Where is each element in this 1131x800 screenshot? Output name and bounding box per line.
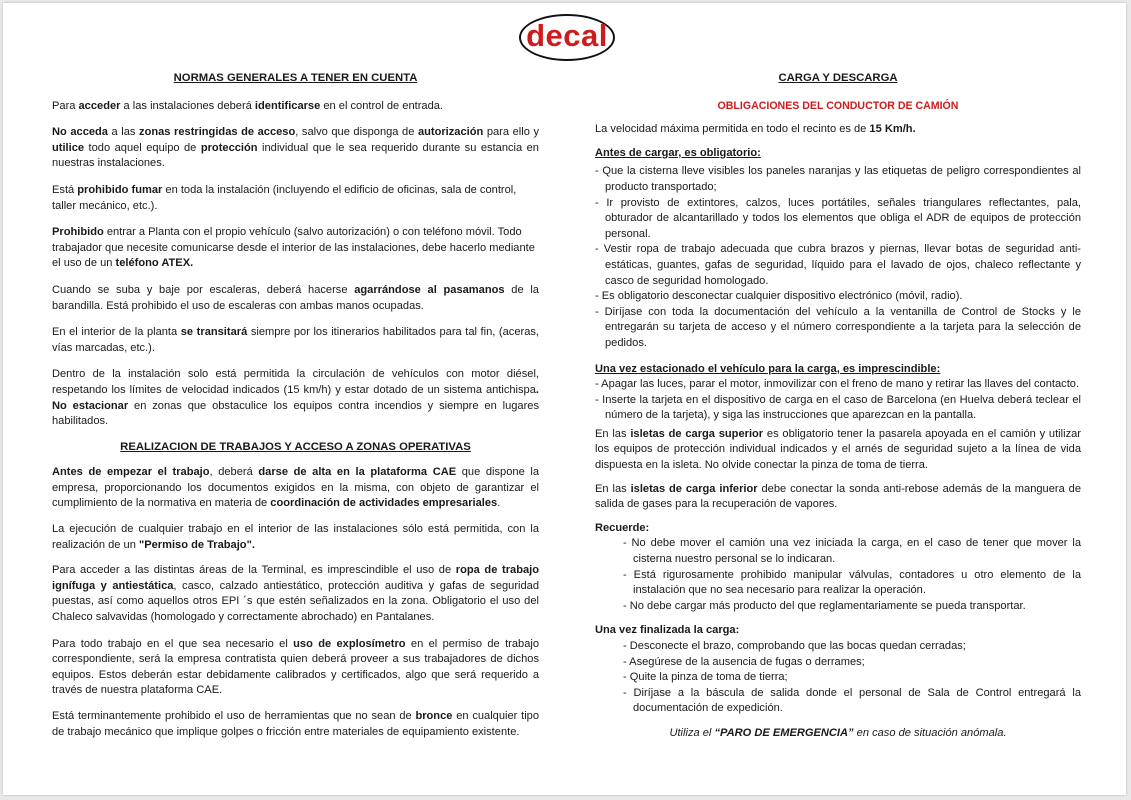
paragraph-access: Para acceder a las instalaciones deberá identificarse en el control de entrada.	[52, 99, 444, 112]
list-item: - No debe mover el camión una vez iniciada la carga, en el caso de tener que mover la cisterna nuestro personal se lo indicaran.	[623, 537, 1081, 566]
paragraph-upper-islands: En las isletas de carga superior es obligatorio tener la pasarela apoyada en el camión y utilizar los equipos de protección individual indicados y el arnés de seguridad sujeto a la línea de vida dispuesta en la isleta. No olvide conectar la pinza de toma de tierra.	[595, 427, 1081, 472]
list-item: - Asegúrese de la ausencia de fugas o derrames;	[623, 655, 865, 668]
left-title-2: REALIZACION DE TRABAJOS Y ACCESO A ZONAS OPERATIVAS	[120, 440, 471, 453]
parked-list	[595, 377, 1081, 424]
after-loading-title: Una vez finalizada la carga:	[595, 624, 740, 637]
right-title: CARGA Y DESCARGA	[778, 72, 898, 84]
list-item: - No debe cargar más producto del que reglamentariamente se pueda transportar.	[623, 599, 1026, 612]
paragraph-bronze-tools: Está terminantemente prohibido el uso de herramientas que no sean de bronce en cualquier tipo de trabajo mecánico que implique golpes o fricción entre materiales de equipamiento existente.	[52, 710, 539, 738]
right-subtitle: OBLIGACIONES DEL CONDUCTOR DE CAMIÓN	[717, 99, 959, 112]
paragraph-explosimeter: Para todo trabajo en el que sea necesario el uso de explosímetro en el permiso de trabajo correspondiente, será la empresa contratista quien deberá proveer a sus trabajadores de dichos equipos. Estos deberán estar debidamente calibrados y certificados, algo que será requerido a través de nuestra plataforma CAE.	[52, 637, 539, 697]
decal-logo	[519, 14, 615, 61]
after-loading-list	[595, 639, 1081, 717]
list-item: - Vestir ropa de trabajo adecuada que cubra brazos y piernas, llevar botas de seguridad anti-estáticas, guantes, gafas de seguridad, líquido para el lavado de ojos, chaleco reflectante y casco de seguridad homologado.	[595, 243, 1081, 287]
logo-text: decal	[526, 18, 608, 53]
paragraph-speed: La velocidad máxima permitida en todo el recinto es de 15 Km/h.	[595, 123, 916, 136]
list-item: - Que la cisterna lleve visibles los paneles naranjas y las etiquetas de peligro correspondientes al producto transportado;	[595, 165, 1081, 193]
list-item: - Quite la pinza de toma de tierra;	[623, 671, 788, 684]
parked-title: Una vez estacionado el vehículo para la carga, es imprescindible:	[595, 362, 941, 375]
list-item: - Apagar las luces, parar el motor, inmovilizar con el freno de mano y retirar las llaves del contacto.	[595, 378, 1080, 391]
paragraph-stairs: Cuando se suba y baje por escaleras, deberá hacerse agarrándose al pasamanos de la barandilla. Está prohibido el uso de escaleras con ambas manos ocupadas.	[52, 283, 539, 312]
list-item: - Desconecte el brazo, comprobando que las bocas quedan cerradas;	[623, 640, 966, 652]
paragraph-cae: Antes de empezar el trabajo, deberá darse de alta en la plataforma CAE que dispone la empresa, proporcionando los documentos exigidos en la misma, con objeto de garantizar el cumplimiento de la normativa en materia de coordinación de actividades empresariales.	[52, 466, 539, 510]
list-item: - Es obligatorio desconectar cualquier dispositivo electrónico (móvil, radio).	[595, 290, 963, 303]
paragraph-smoking: Está prohibido fumar en toda la instalación (incluyendo el edificio de oficinas, sala de control, taller mecánico, etc.).	[52, 183, 517, 212]
paragraph-walkways: En el interior de la planta se transitará siempre por los itinerarios habilitados para tal fin, (aceras, vías marcadas, etc.).	[52, 326, 540, 354]
before-loading-list	[595, 164, 1081, 351]
list-item: - Inserte la tarjeta en el dispositivo de carga en el caso de Barcelona (en Huelva deberá teclear el número de la tarjeta), y siga las instrucciones que aparezcan en la pantalla.	[595, 393, 1081, 422]
right-column	[595, 65, 1081, 742]
paragraph-work-permit: La ejecución de cualquier trabajo en el interior de las instalaciones sólo está permitida, con la realización de un "Permiso de Trabajo".	[52, 523, 539, 551]
list-item: - Diríjase a la báscula de salida donde el personal de Sala de Control entregará la documentación de expedición.	[623, 686, 1081, 715]
before-loading-title: Antes de cargar, es obligatorio:	[595, 146, 761, 159]
paragraph-ppe: Para acceder a las distintas áreas de la Terminal, es imprescindible el uso de ropa de trabajo ignífuga y antiestática, casco, calzado antiestático, protección auditiva y gafas de seguridad puestas, así como aquellos otros EPI ´s que estén señalizados en la zona. Obligatorio el uso del Chaleco salvavidas (homologado y correctamente abrochado) en Pantalanes.	[52, 564, 539, 624]
paragraph-restricted-zones: No acceda a las zonas restringidas de acceso, salvo que disponga de autorización para ello y utilice todo aquel equipo de protección individual que le sea requerido durante su estancia en nuestras instalaciones.	[52, 126, 539, 170]
paragraph-lower-islands: En las isletas de carga inferior debe conectar la sonda anti-rebose además de la manguera de salida de gases para la recuperación de vapores.	[595, 482, 1081, 511]
left-column	[52, 65, 539, 740]
left-title: NORMAS GENERALES A TENER EN CUENTA	[173, 72, 418, 84]
list-item: - Ir provisto de extintores, calzos, luces portátiles, señales triangulares reflectantes, pala, obturador de alcantarillado y todos los elementos que obliga el ADR de equipos de protección personal.	[595, 196, 1081, 240]
list-item: - Diríjase con toda la documentación del vehículo a la ventanilla de Control de Stocks y le entregarán su tarjeta de acceso y el número correspondiente a la tarjeta para la selección de pedidos.	[595, 305, 1081, 349]
document-page	[3, 3, 1126, 795]
remember-list	[595, 536, 1081, 614]
emergency-note: Utiliza el “PARO DE EMERGENCIA” en caso de situación anómala.	[669, 726, 1007, 739]
paragraph-vehicle-phone: Prohibido entrar a Planta con el propio vehículo (salvo autorización) o con teléfono móvil. Todo trabajador que necesite comunicarse desde el interior de las instalaciones, debe hacerlo mediante el uso de un teléfono ATEX.	[52, 226, 535, 270]
remember-title: Recuerde:	[595, 521, 650, 534]
list-item: - Está rigurosamente prohibido manipular válvulas, contadores u otro elemento de la instalación que no sea necesario para realizar la operación.	[623, 568, 1081, 597]
paragraph-vehicles: Dentro de la instalación solo está permitida la circulación de vehículos con motor diésel, respetando los límites de velocidad indicados (15 km/h) y estar dotado de un sistema antichispa. No estacionar en zonas que obstaculice los equipos contra incendios y siempre en lugares habilitados.	[52, 368, 539, 428]
